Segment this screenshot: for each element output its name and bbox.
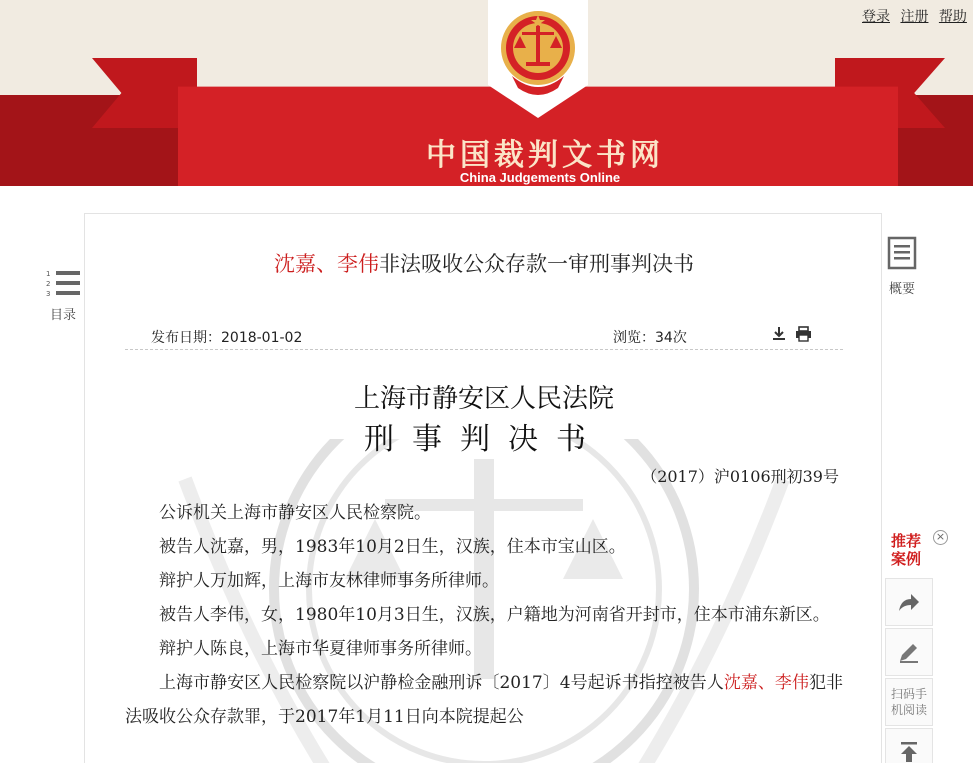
summary-label: 概要: [888, 282, 915, 297]
doc-actions: [771, 326, 812, 346]
document-title: [85, 248, 882, 278]
toc-label: 目录: [49, 308, 76, 323]
judgment-body: [125, 496, 843, 734]
list-icon: [44, 268, 82, 298]
recommend-title[interactable]: 推荐案例: [891, 532, 922, 568]
share-arrow-icon: [897, 591, 921, 613]
paragraph-defender-2: 辩护人陈良，上海市华夏律师事务所律师。: [159, 639, 482, 659]
site-title: 中国裁判文书网: [426, 138, 664, 173]
document-meta: [125, 322, 843, 350]
toc-num-2: 2: [46, 280, 51, 288]
case-number: （2017）沪0106刑初39号: [641, 467, 839, 486]
site-subtitle: China Judgements Online: [459, 170, 621, 185]
login-link[interactable]: 登录: [862, 9, 890, 25]
title-parties: 沈嘉、李伟: [274, 252, 379, 276]
qr-read-button[interactable]: 扫码手机阅读: [885, 678, 933, 726]
paragraph-defendant-1: 被告人沈嘉，男，1983年10月2日生，汉族，住本市宝山区。: [159, 537, 626, 557]
paragraph-prosecutor: 公诉机关上海市静安区人民检察院。: [159, 503, 431, 523]
close-icon[interactable]: ×: [933, 530, 948, 545]
print-icon[interactable]: [795, 326, 812, 346]
share-button[interactable]: [885, 578, 933, 626]
title-rest: 非法吸收公众存款一审刑事判决书: [379, 252, 694, 276]
document-type: 刑事判决书: [364, 422, 604, 457]
indictment-text-a: 上海市静安区人民检察院以沪静检金融刑诉〔2017〕4号起诉书指控被告人: [159, 673, 724, 693]
paragraph-indictment: [125, 666, 843, 734]
summary-button[interactable]: [884, 236, 920, 297]
pencil-icon: [897, 640, 921, 664]
help-link[interactable]: 帮助: [938, 9, 967, 25]
publish-date: 发布日期：2018-01-02: [151, 330, 303, 346]
view-count: 浏览：34次: [613, 330, 687, 346]
paragraph-defendant-2: 被告人李伟，女，1980年10月3日生，汉族，户籍地为河南省开封市，住本市浦东新区。: [159, 605, 830, 625]
court-emblem-icon: [498, 6, 578, 102]
court-name: 上海市静安区人民法院: [353, 384, 614, 414]
site-header: [0, 0, 973, 186]
register-link[interactable]: 注册: [900, 9, 929, 25]
edit-button[interactable]: [885, 628, 933, 676]
document-panel: [84, 213, 882, 763]
toc-num-1: 1: [46, 270, 51, 278]
document-summary-icon: [887, 236, 917, 270]
indictment-parties: 沈嘉、李伟: [723, 673, 809, 693]
indictment-text-b: 犯非法吸收公众存款罪，于2017年1月11日向本院提起公: [125, 673, 843, 727]
top-links: [862, 6, 973, 26]
toc-button[interactable]: [40, 268, 86, 323]
back-to-top-button[interactable]: [885, 728, 933, 763]
paragraph-defender-1: 辩护人万加辉，上海市友林律师事务所律师。: [159, 571, 499, 591]
toc-num-3: 3: [46, 290, 51, 298]
download-icon[interactable]: [771, 326, 787, 346]
arrow-up-icon: [898, 741, 920, 763]
